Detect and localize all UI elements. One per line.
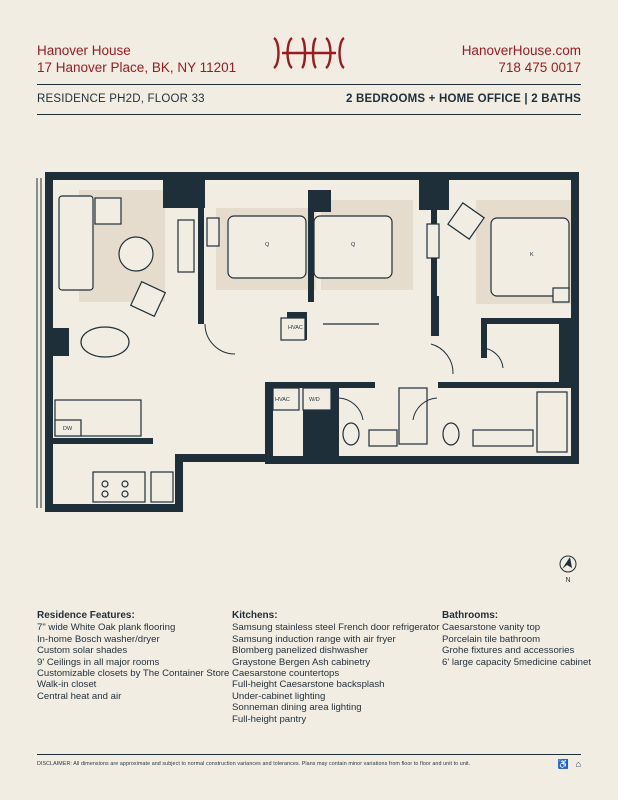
list-item: Sonneman dining area lighting <box>232 702 362 714</box>
header-contact-right <box>462 42 581 76</box>
dining-table <box>81 327 129 357</box>
list-item: Under-cabinet lighting <box>232 690 326 702</box>
website-link[interactable]: HanoverHouse.com <box>461 43 581 58</box>
coffee-table <box>119 237 153 271</box>
list-item: Porcelain tile bathroom <box>442 633 541 645</box>
north-compass <box>558 554 578 582</box>
header-contact-left <box>37 42 236 76</box>
list-item: Samsung stainless steel French door refrigerator <box>232 622 440 634</box>
bed-label-q2: Q <box>351 242 356 248</box>
list-item: Custom solar shades <box>37 645 128 657</box>
header-divider <box>37 84 581 85</box>
floor-plan <box>33 168 583 518</box>
list-item: Graystone Bergen Ash cabinetry <box>232 656 371 668</box>
dishwasher-label: DW <box>63 426 73 432</box>
list-item: Caesarstone vanity top <box>442 622 541 634</box>
residence-unit: RESIDENCE PH2D, FLOOR 33 <box>37 93 205 105</box>
residence-features <box>37 610 229 702</box>
residence-features-title: Residence Features: <box>37 610 135 621</box>
list-item: 6' large capacity 5medicine cabinet <box>442 656 592 668</box>
list-item: Full-height Caesarstone backsplash <box>232 679 385 691</box>
bed-label-k: K <box>530 252 534 258</box>
list-item: Central heat and air <box>37 690 122 702</box>
north-label: N <box>565 577 571 584</box>
list-item: Caesarstone countertops <box>232 668 340 680</box>
list-item: Samsung induction range with air fryer <box>232 633 396 645</box>
list-item: 9' Ceilings in all major rooms <box>37 656 160 668</box>
hh-monogram-logo <box>270 36 348 70</box>
subheader-divider <box>37 114 581 115</box>
phone-number: 718 475 0017 <box>498 60 581 75</box>
bathroom-features <box>442 610 591 668</box>
equal-housing-icon: ⌂ <box>575 759 581 769</box>
bathroom-features-title: Bathrooms: <box>442 610 499 621</box>
compass-arrow-icon <box>558 554 578 574</box>
media-console <box>178 220 194 272</box>
residence-summary: 2 BEDROOMS + HOME OFFICE | 2 BATHS <box>345 93 581 105</box>
list-item: Blomberg panelized dishwasher <box>232 645 368 657</box>
hvac-label-1: HVAC <box>288 325 303 331</box>
footer-icons <box>558 759 581 770</box>
brand-address: 17 Hanover Place, BK, NY 11201 <box>37 60 237 75</box>
list-item: Walk-in closet <box>37 679 97 691</box>
hvac-label-2: HVAC <box>275 397 290 403</box>
sofa <box>59 196 93 290</box>
footer-divider <box>37 754 581 755</box>
bed-label-q1: Q <box>265 242 270 248</box>
list-item: Full-height pantry <box>232 713 307 725</box>
disclaimer: DISCLAIMER: All dimensions are approximate and subject to normal construction variances and tolerances. Plans may contain minor variations from floor to floor and unit to unit. <box>37 761 471 767</box>
kitchen-features <box>232 610 439 725</box>
accessibility-icon: ♿ <box>557 759 570 769</box>
list-item: 7" wide White Oak plank flooring <box>37 622 176 634</box>
washer-dryer-label: W/D <box>309 397 320 403</box>
ottoman <box>95 198 121 224</box>
list-item: Customizable closets by The Container Store <box>37 668 230 680</box>
range <box>93 472 145 502</box>
list-item: Grohe fixtures and accessories <box>442 645 575 657</box>
list-item: In-home Bosch washer/dryer <box>37 633 160 645</box>
kitchen-features-title: Kitchens: <box>232 610 278 621</box>
brand-name: Hanover House <box>37 43 131 58</box>
